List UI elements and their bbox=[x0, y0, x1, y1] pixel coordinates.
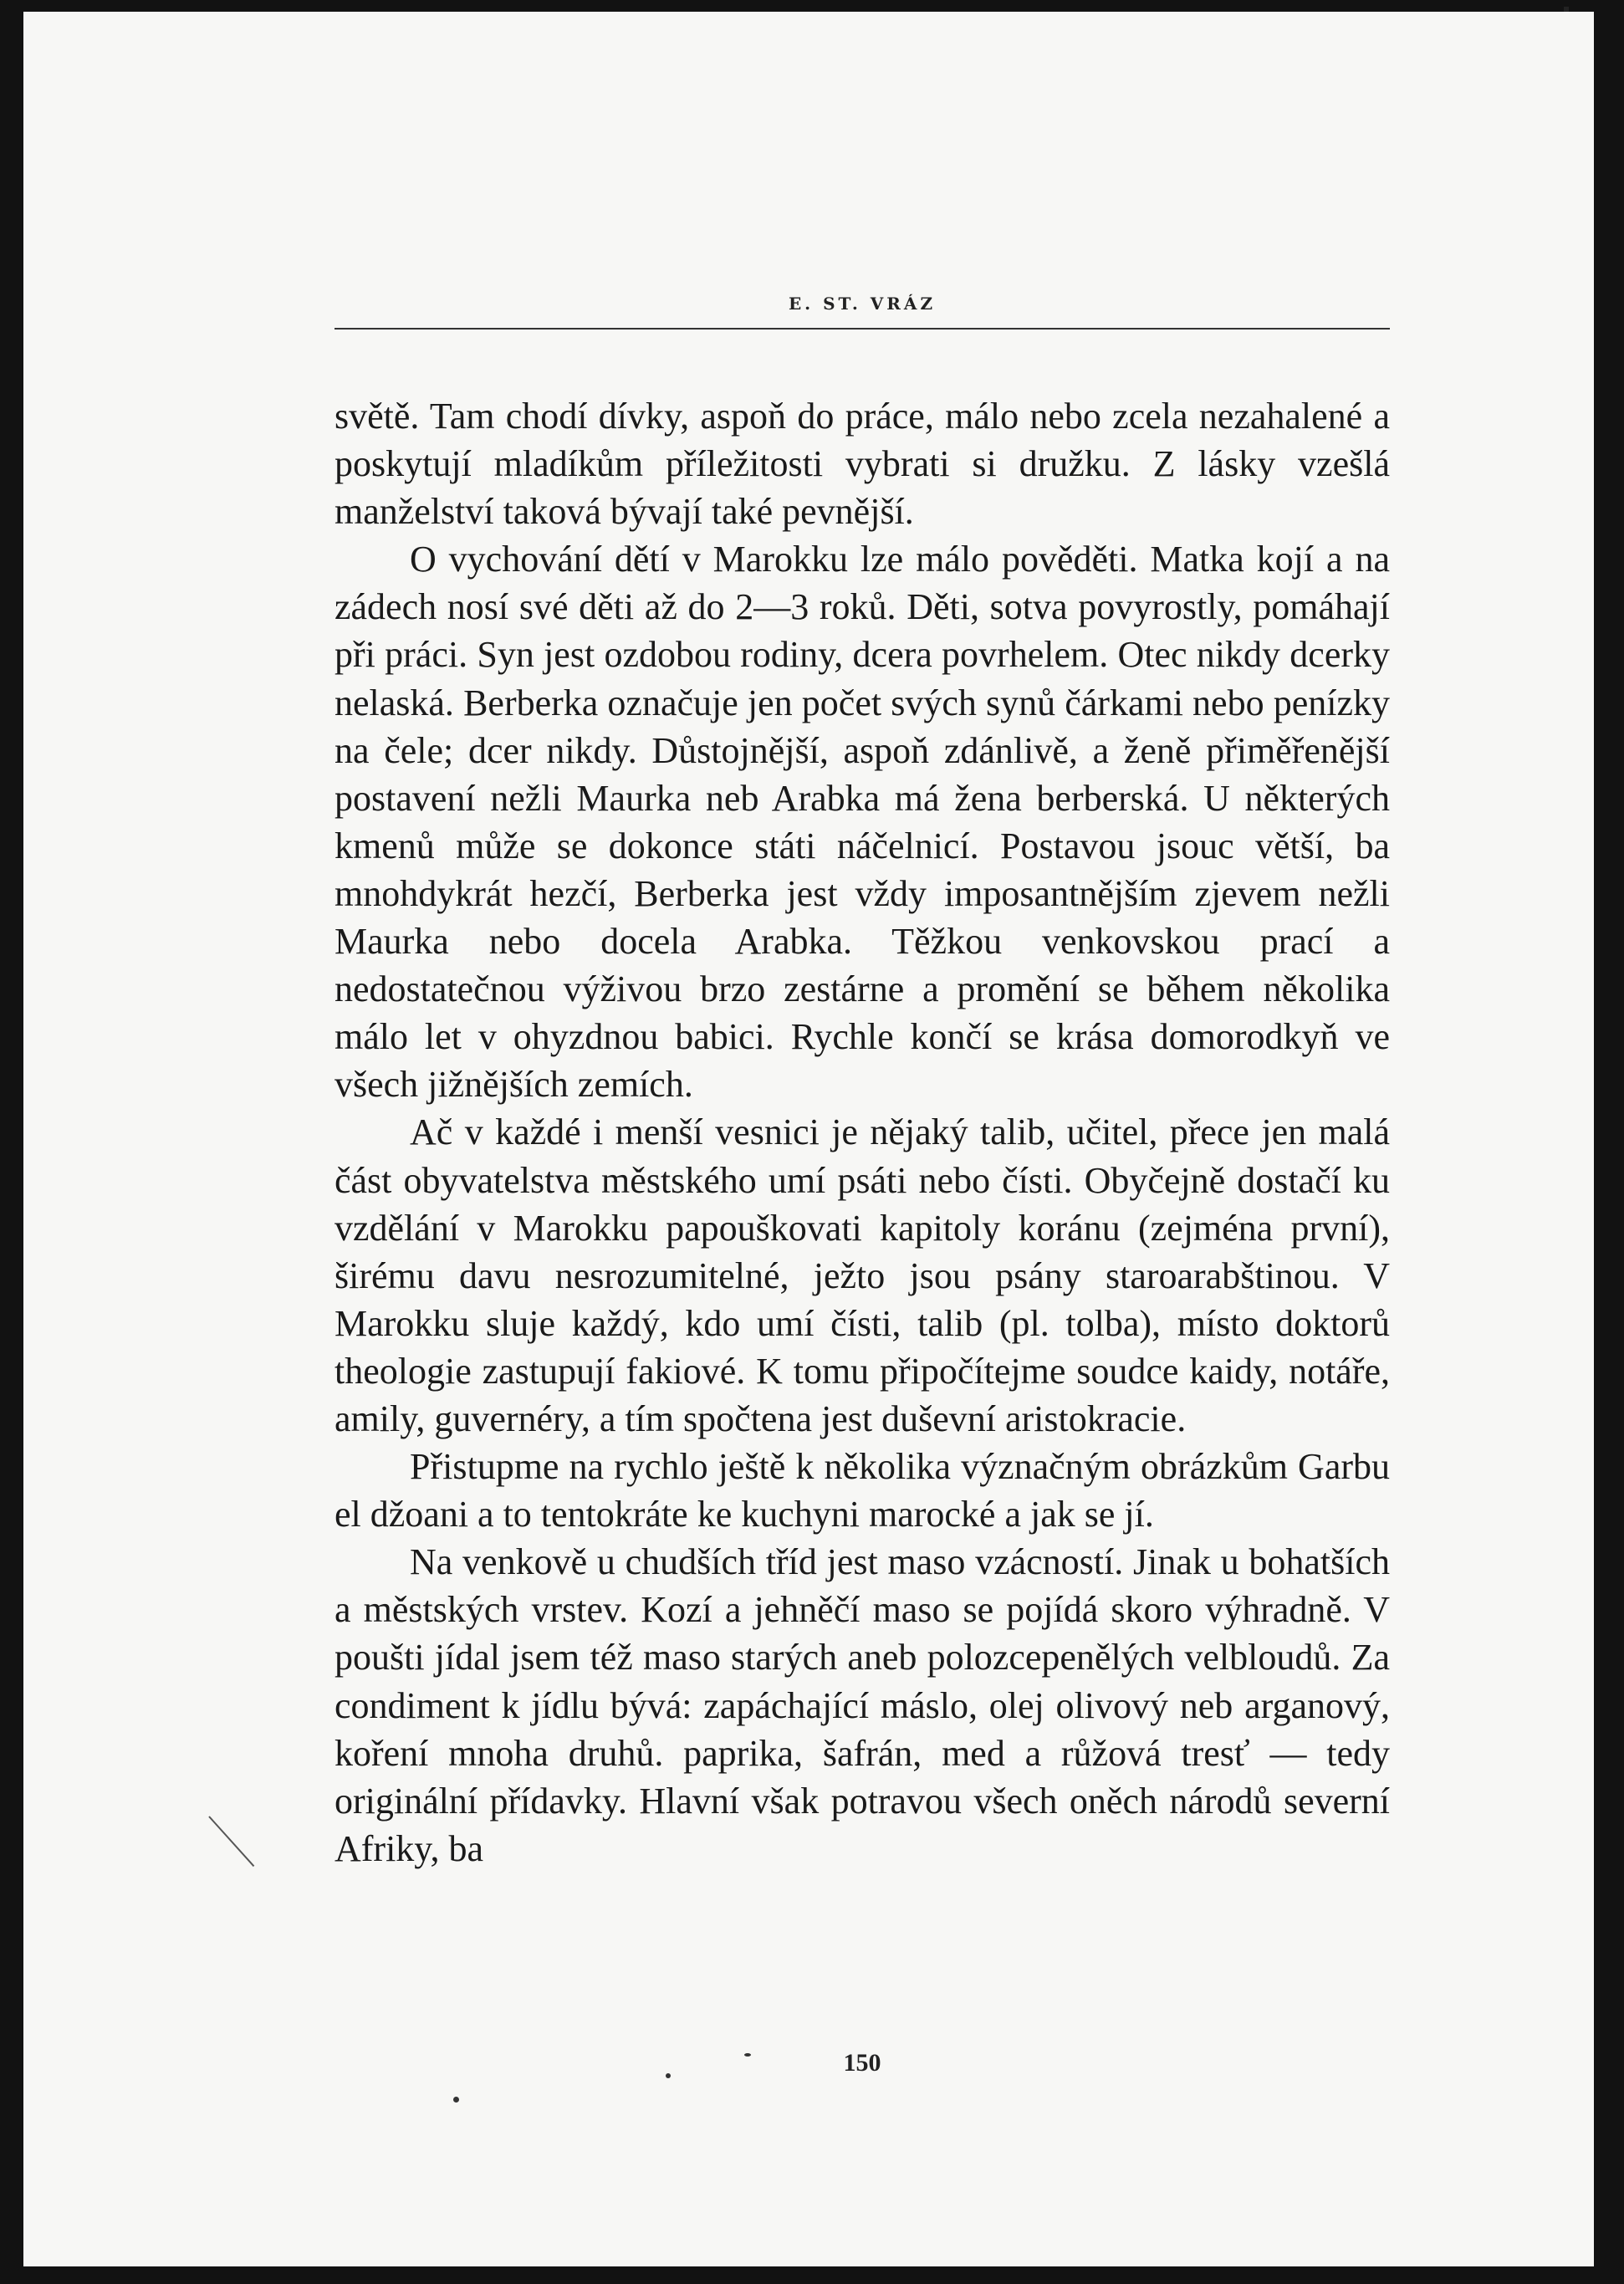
running-head: E. ST. VRÁZ bbox=[788, 294, 937, 314]
book-page bbox=[23, 12, 1594, 2266]
paragraph-3: Ač v každé i menší vesnici je nějaký talib, učitel, přece jen malá část obyvatelstva městského umí psáti nebo čísti. Obyčejně dostačí ku vzdělání v Marokku papouškovati kapitoly koránu (zejména první), širému davu nesrozumitelné, ježto jsou psány staroarabštinou. V Marokku sluje každý, kdo umí čísti, talib (pl. tolba), místo doktorů theologie zastupují fakiové. K tomu připočítejme soudce kaidy, notáře, amily, guvernéry, a tím spočtena jest duševní aristokracie. bbox=[335, 1111, 1390, 1439]
dust-speck bbox=[744, 2053, 751, 2057]
paragraph-4: Přistupme na rychlo ještě k několika význačným obrázkům Garbu el džoani a to tentokráte ke kuchyni marocké a jak se jí. bbox=[335, 1446, 1390, 1535]
paragraph-2: O vychování dětí v Marokku lze málo pověděti. Matka kojí a na zádech nosí své děti až do 2—3 roků. Děti, sotva povyrostly, pomáhají při práci. Syn jest ozdobou rodiny, dcera povrhelem. Otec nikdy dcerky nelaská. Berberka označuje jen počet svých synů čárkami nebo penízky na čele; dcer nikdy. Důstojnější, aspoň zdánlivě, a ženě přiměřenější postavení nežli Maurka neb Arabka má žena berberská. U některých kmenů může se dokonce státi náčelnicí. Postavou jsouc větší, ba mnohdykrát hezčí, Berberka jest vždy imposantnějším zjevem nežli Maurka nebo docela Arabka. Těžkou venkovskou prací a nedostatečnou výživou brzo zestárne a promění se během několika málo let v ohyzdnou babici. Rychle končí se krása domorodkyň ve všech jižnějších zemích. bbox=[335, 539, 1390, 1106]
dust-speck bbox=[453, 2097, 459, 2103]
stray-pencil-mark bbox=[208, 1816, 254, 1867]
page-number: 150 bbox=[843, 2049, 881, 2077]
paragraph-1: světě. Tam chodí dívky, aspoň do práce, málo nebo zcela nezahalené a poskytují mladíkům příležitosti vybrati si družku. Z lásky vzešlá manželství taková bývají také pevnější. bbox=[335, 396, 1390, 533]
dust-speck bbox=[666, 2073, 671, 2078]
header-rule bbox=[335, 328, 1390, 330]
paragraph-5: Na venkově u chudších tříd jest maso vzácností. Jinak u bohatších a městských vrstev. Kozí a jehněčí maso se pojídá skoro výhradně. V poušti jídal jsem též maso starých aneb polozcepenělých velbloudů. Za condiment k jídlu bývá: zapáchající máslo, olej olivový neb arganový, koření mnoha druhů. paprika, šafrán, med a růžová tresť — tedy originální přídavky. Hlavní však potravou všech oněch národů severní Afriky, ba bbox=[335, 1541, 1390, 1869]
body-text bbox=[335, 392, 1390, 1873]
